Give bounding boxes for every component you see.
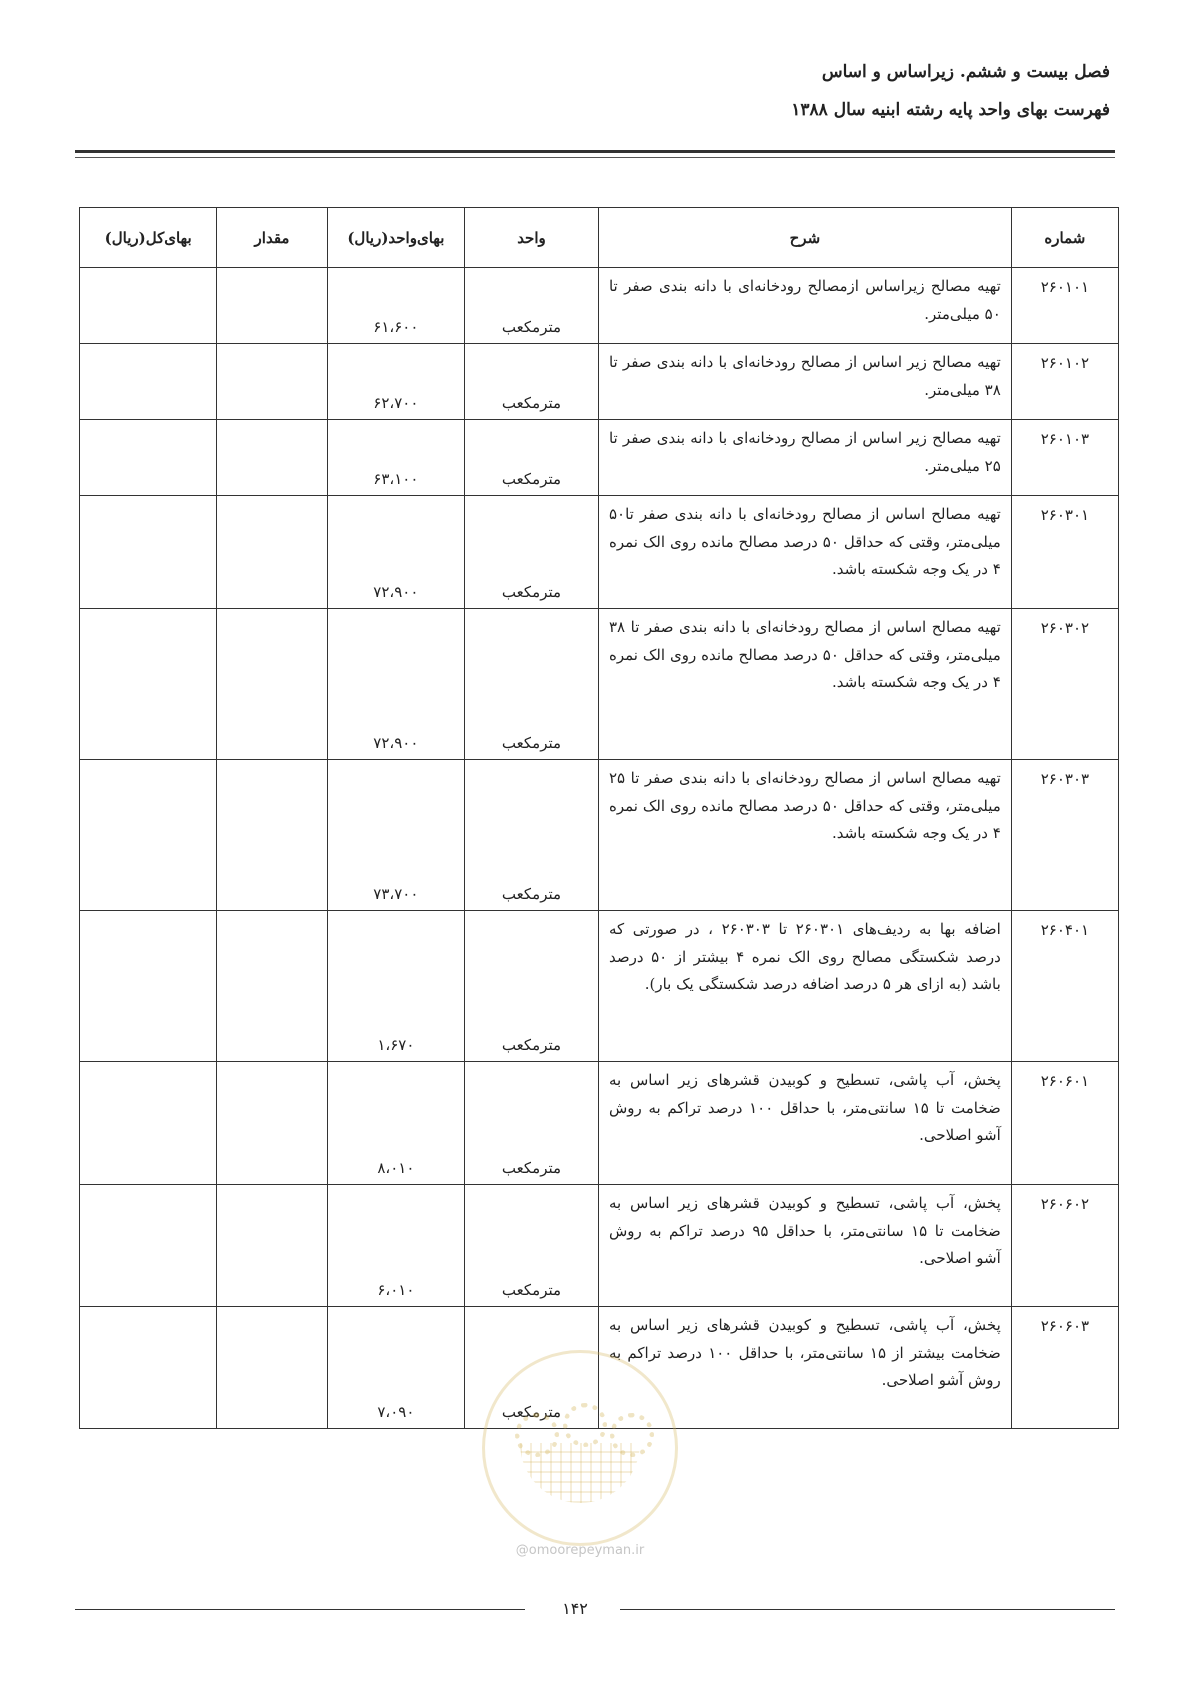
row-unit-price: ۶۲،۷۰۰ [327, 344, 464, 420]
row-description: پخش، آب پاشی، تسطیح و کوبیدن قشرهای زیر اساس به ضخامت تا ۱۵ سانتی‌متر، با حداقل ۹۵ درصد تراکم به روش آشو اصلاحی. [598, 1185, 1011, 1307]
table-row [80, 268, 1119, 344]
row-total-price [80, 1307, 217, 1429]
row-unit-price: ۸،۰۱۰ [327, 1062, 464, 1185]
table-row [80, 1307, 1119, 1429]
row-unit: مترمکعب [464, 760, 598, 911]
row-description: تهیه مصالح زیراساس ازمصالح رودخانه‌ای با دانه بندی صفر تا ۵۰ میلی‌متر. [598, 268, 1011, 344]
row-unit: مترمکعب [464, 344, 598, 420]
row-number: ۲۶۰۶۰۲ [1011, 1185, 1118, 1307]
row-number: ۲۶۰۴۰۱ [1011, 911, 1118, 1062]
row-unit: مترمکعب [464, 420, 598, 496]
row-description: پخش، آب پاشی، تسطیح و کوبیدن قشرهای زیر اساس به ضخامت تا ۱۵ سانتی‌متر، با حداقل ۱۰۰ درصد تراکم به روش آشو اصلاحی. [598, 1062, 1011, 1185]
table-row [80, 496, 1119, 609]
row-total-price [80, 496, 217, 609]
table-row [80, 420, 1119, 496]
table-row [80, 344, 1119, 420]
row-description: تهیه مصالح زیر اساس از مصالح رودخانه‌ای با دانه بندی صفر تا ۲۵ میلی‌متر. [598, 420, 1011, 496]
row-total-price [80, 1185, 217, 1307]
table-row [80, 1062, 1119, 1185]
page-header [791, 62, 1110, 120]
row-total-price [80, 609, 217, 760]
row-number: ۲۶۰۳۰۳ [1011, 760, 1118, 911]
table-row [80, 1185, 1119, 1307]
row-number: ۲۶۰۶۰۳ [1011, 1307, 1118, 1429]
price-list-table [79, 207, 1119, 1429]
header-rule-thick [75, 150, 1115, 153]
table-header-row [80, 208, 1119, 268]
row-number: ۲۶۰۱۰۲ [1011, 344, 1118, 420]
table-row [80, 609, 1119, 760]
header-total-price: بهای‌کل(ریال) [80, 208, 217, 268]
globe-grid-icon [520, 1443, 640, 1503]
row-total-price [80, 268, 217, 344]
row-total-price [80, 344, 217, 420]
table-row [80, 911, 1119, 1062]
footer-rule-right [620, 1609, 1115, 1610]
row-total-price [80, 760, 217, 911]
row-unit-price: ۶۱،۶۰۰ [327, 268, 464, 344]
row-unit-price: ۷۳،۷۰۰ [327, 760, 464, 911]
row-unit-price: ۷۲،۹۰۰ [327, 496, 464, 609]
row-description: اضافه بها به ردیف‌های ۲۶۰۳۰۱ تا ۲۶۰۳۰۳ ، در صورتی که درصد شکستگی مصالح روی الک نمره ۴ بیشتر از ۵۰ درصد باشد (به ازای هر ۵ درصد اضافه درصد شکستگی یک بار). [598, 911, 1011, 1062]
header-rule-thin [75, 157, 1115, 158]
row-number: ۲۶۰۱۰۱ [1011, 268, 1118, 344]
row-quantity [217, 1062, 327, 1185]
header-number: شماره [1011, 208, 1118, 268]
row-unit: مترمکعب [464, 609, 598, 760]
row-quantity [217, 420, 327, 496]
row-quantity [217, 1307, 327, 1429]
row-description: تهیه مصالح اساس از مصالح رودخانه‌ای با دانه بندی صفر تا ۳۸ میلی‌متر، وقتی که حداقل ۵۰ درصد مصالح مانده روی الک نمره ۴ در یک وجه شکسته باشد. [598, 609, 1011, 760]
header-quantity: مقدار [217, 208, 327, 268]
header-unit: واحد [464, 208, 598, 268]
row-quantity [217, 496, 327, 609]
row-quantity [217, 609, 327, 760]
row-total-price [80, 911, 217, 1062]
row-number: ۲۶۰۳۰۱ [1011, 496, 1118, 609]
row-unit-price: ۶،۰۱۰ [327, 1185, 464, 1307]
row-unit: مترمکعب [464, 1062, 598, 1185]
row-quantity [217, 1185, 327, 1307]
row-description: تهیه مصالح اساس از مصالح رودخانه‌ای با دانه بندی صفر تا ۲۵ میلی‌متر، وقتی که حداقل ۵۰ درصد مصالح مانده روی الک نمره ۴ در یک وجه شکسته باشد. [598, 760, 1011, 911]
row-total-price [80, 1062, 217, 1185]
row-unit: مترمکعب [464, 911, 598, 1062]
page-number: ۱۴۲ [562, 1599, 588, 1618]
row-number: ۲۶۰۳۰۲ [1011, 609, 1118, 760]
row-quantity [217, 911, 327, 1062]
row-description: تهیه مصالح زیر اساس از مصالح رودخانه‌ای با دانه بندی صفر تا ۳۸ میلی‌متر. [598, 344, 1011, 420]
row-unit-price: ۷،۰۹۰ [327, 1307, 464, 1429]
header-description: شرح [598, 208, 1011, 268]
row-quantity [217, 268, 327, 344]
table-row [80, 760, 1119, 911]
chapter-title: فصل بیست و ششم. زیراساس و اساس [821, 62, 1110, 82]
row-unit: مترمکعب [464, 496, 598, 609]
row-number: ۲۶۰۶۰۱ [1011, 1062, 1118, 1185]
footer-rule-left [75, 1609, 525, 1610]
row-unit: مترمکعب [464, 1307, 598, 1429]
row-unit-price: ۱،۶۷۰ [327, 911, 464, 1062]
header-unit-price: بهای‌واحد(ریال) [327, 208, 464, 268]
row-unit-price: ۷۲،۹۰۰ [327, 609, 464, 760]
row-quantity [217, 760, 327, 911]
row-number: ۲۶۰۱۰۳ [1011, 420, 1118, 496]
row-unit: مترمکعب [464, 1185, 598, 1307]
row-total-price [80, 420, 217, 496]
watermark-text: @omoorepeyman.ir [515, 1543, 645, 1558]
row-unit-price: ۶۳،۱۰۰ [327, 420, 464, 496]
row-unit: مترمکعب [464, 268, 598, 344]
row-description: تهیه مصالح اساس از مصالح رودخانه‌ای با دانه بندی صفر تا۵۰ میلی‌متر، وقتی که حداقل ۵۰ درصد مصالح مانده روی الک نمره ۴ در یک وجه شکسته باشد. [598, 496, 1011, 609]
row-quantity [217, 344, 327, 420]
row-description: پخش، آب پاشی، تسطیح و کوبیدن قشرهای زیر اساس به ضخامت بیشتر از ۱۵ سانتی‌متر، با حداقل ۱۰۰ درصد تراکم به روش آشو اصلاحی. [598, 1307, 1011, 1429]
document-subtitle: فهرست بهای واحد پایه رشته ابنیه سال ۱۳۸۸ [791, 100, 1110, 120]
